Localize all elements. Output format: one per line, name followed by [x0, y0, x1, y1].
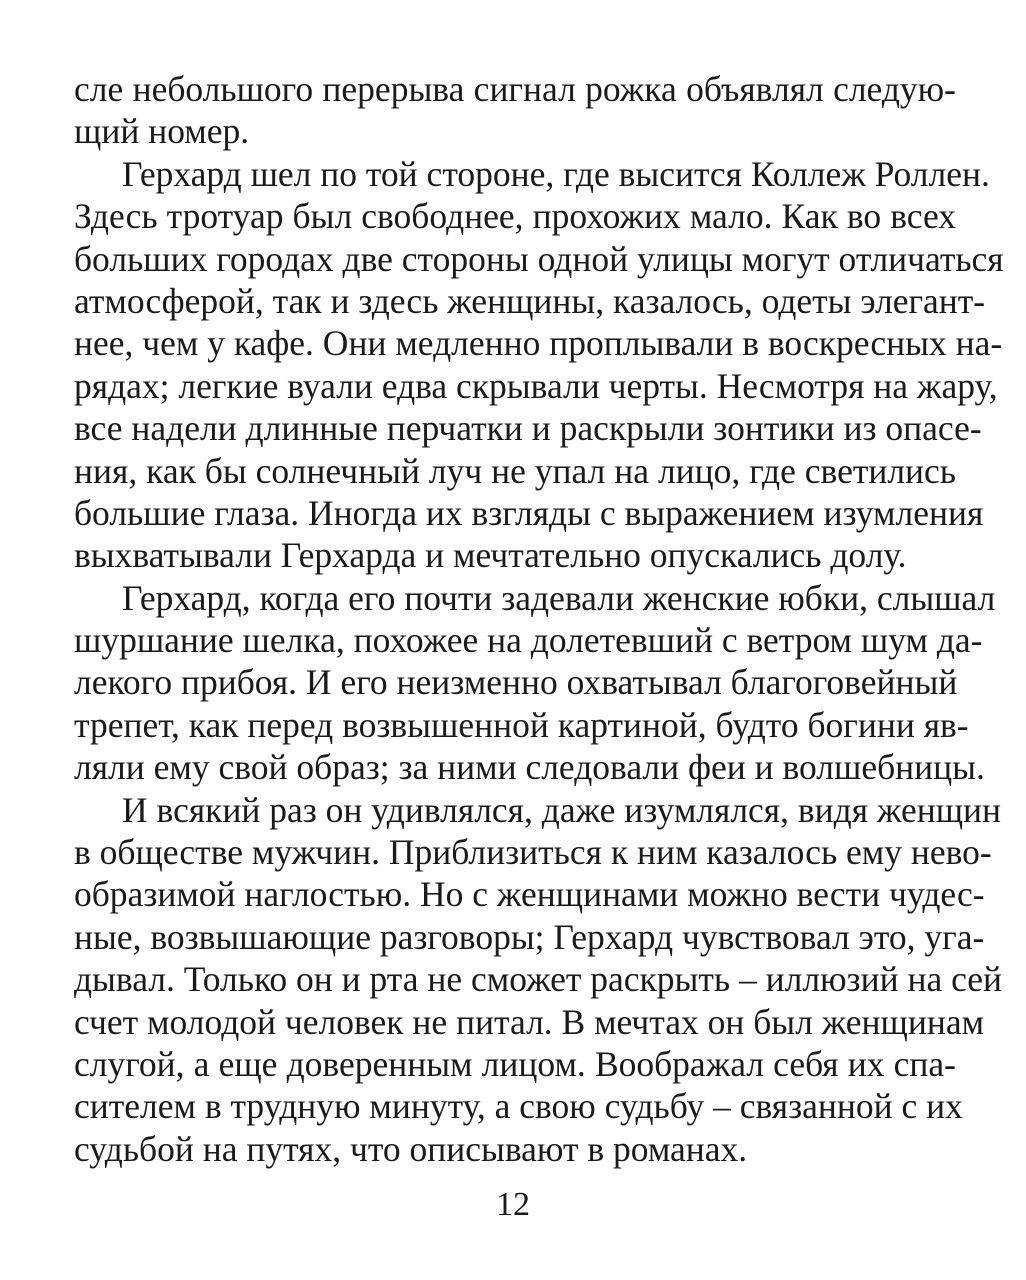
paragraph-1: [74, 68, 956, 153]
text-line: ные, возвышающие разговоры; Герхард чувствовал это, уга-: [74, 916, 985, 957]
text-line: большие глаза. Иногда их взгляды с выражением изумления: [74, 492, 984, 533]
text-line: все надели длинные перчатки и раскрыли зонтики из опасе-: [74, 408, 982, 449]
text-line: счет молодой человек не питал. В мечтах он был женщинам: [74, 1001, 985, 1042]
paragraph-3: [74, 577, 996, 789]
text-line: лекого прибоя. И его неизменно охватывал благоговейный: [74, 662, 958, 703]
text-line: трепет, как перед возвышенной картиной, будто богини яв-: [74, 704, 969, 745]
text-line: выхватывали Герхарда и мечтательно опускались долу.: [74, 535, 907, 576]
text-line: слугой, а еще доверенным лицом. Воображал себя их спа-: [74, 1043, 956, 1084]
text-line: образимой наглостью. Но с женщинами можно вести чудес-: [74, 874, 985, 915]
text-line: Герхард шел по той стороне, где высится Коллеж Роллен.: [122, 153, 990, 194]
text-line: ния, как бы солнечный луч не упал на лицо, где светились: [74, 450, 956, 491]
text-line: рядах; легкие вуали едва скрывали черты. Несмотря на жару,: [74, 365, 998, 406]
paragraph-2: [74, 153, 1004, 577]
text-line: нее, чем у кафе. Они медленно проплывали в воскресных на-: [74, 323, 1003, 364]
text-line: сителем в трудную минуту, а свою судьбу – связанной с их: [74, 1086, 963, 1127]
text-line: больших городах две стороны одной улицы могут отличаться: [74, 238, 1004, 279]
page-body: [74, 68, 1004, 1170]
page-number: 12: [496, 1186, 530, 1223]
text-line: атмосферой, так и здесь женщины, казалось, одеты элегант-: [74, 280, 986, 321]
text-line: шуршание шелка, похожее на долетевший с ветром шум да-: [74, 620, 983, 661]
text-line: судьбой на путях, что описывают в романах.: [74, 1128, 748, 1169]
text-line: в обществе мужчин. Приблизиться к ним казалось ему нево-: [74, 832, 992, 873]
text-line: щий номер.: [74, 111, 250, 152]
text-line: сле небольшого перерыва сигнал рожка объявлял следую-: [74, 69, 956, 109]
text-line: И всякий раз он удивлялся, даже изумлялся, видя женщин: [122, 789, 1002, 830]
text-line: Герхард, когда его почти задевали женские юбки, слышал: [122, 577, 996, 618]
paragraph-4: [74, 789, 1003, 1171]
text-line: Здесь тротуар был свободнее, прохожих мало. Как во всех: [74, 196, 956, 237]
text-line: ляли ему свой образ; за ними следовали феи и волшебницы.: [74, 747, 985, 788]
text-line: дывал. Только он и рта не сможет раскрыть – иллюзий на сей: [74, 959, 1003, 1000]
